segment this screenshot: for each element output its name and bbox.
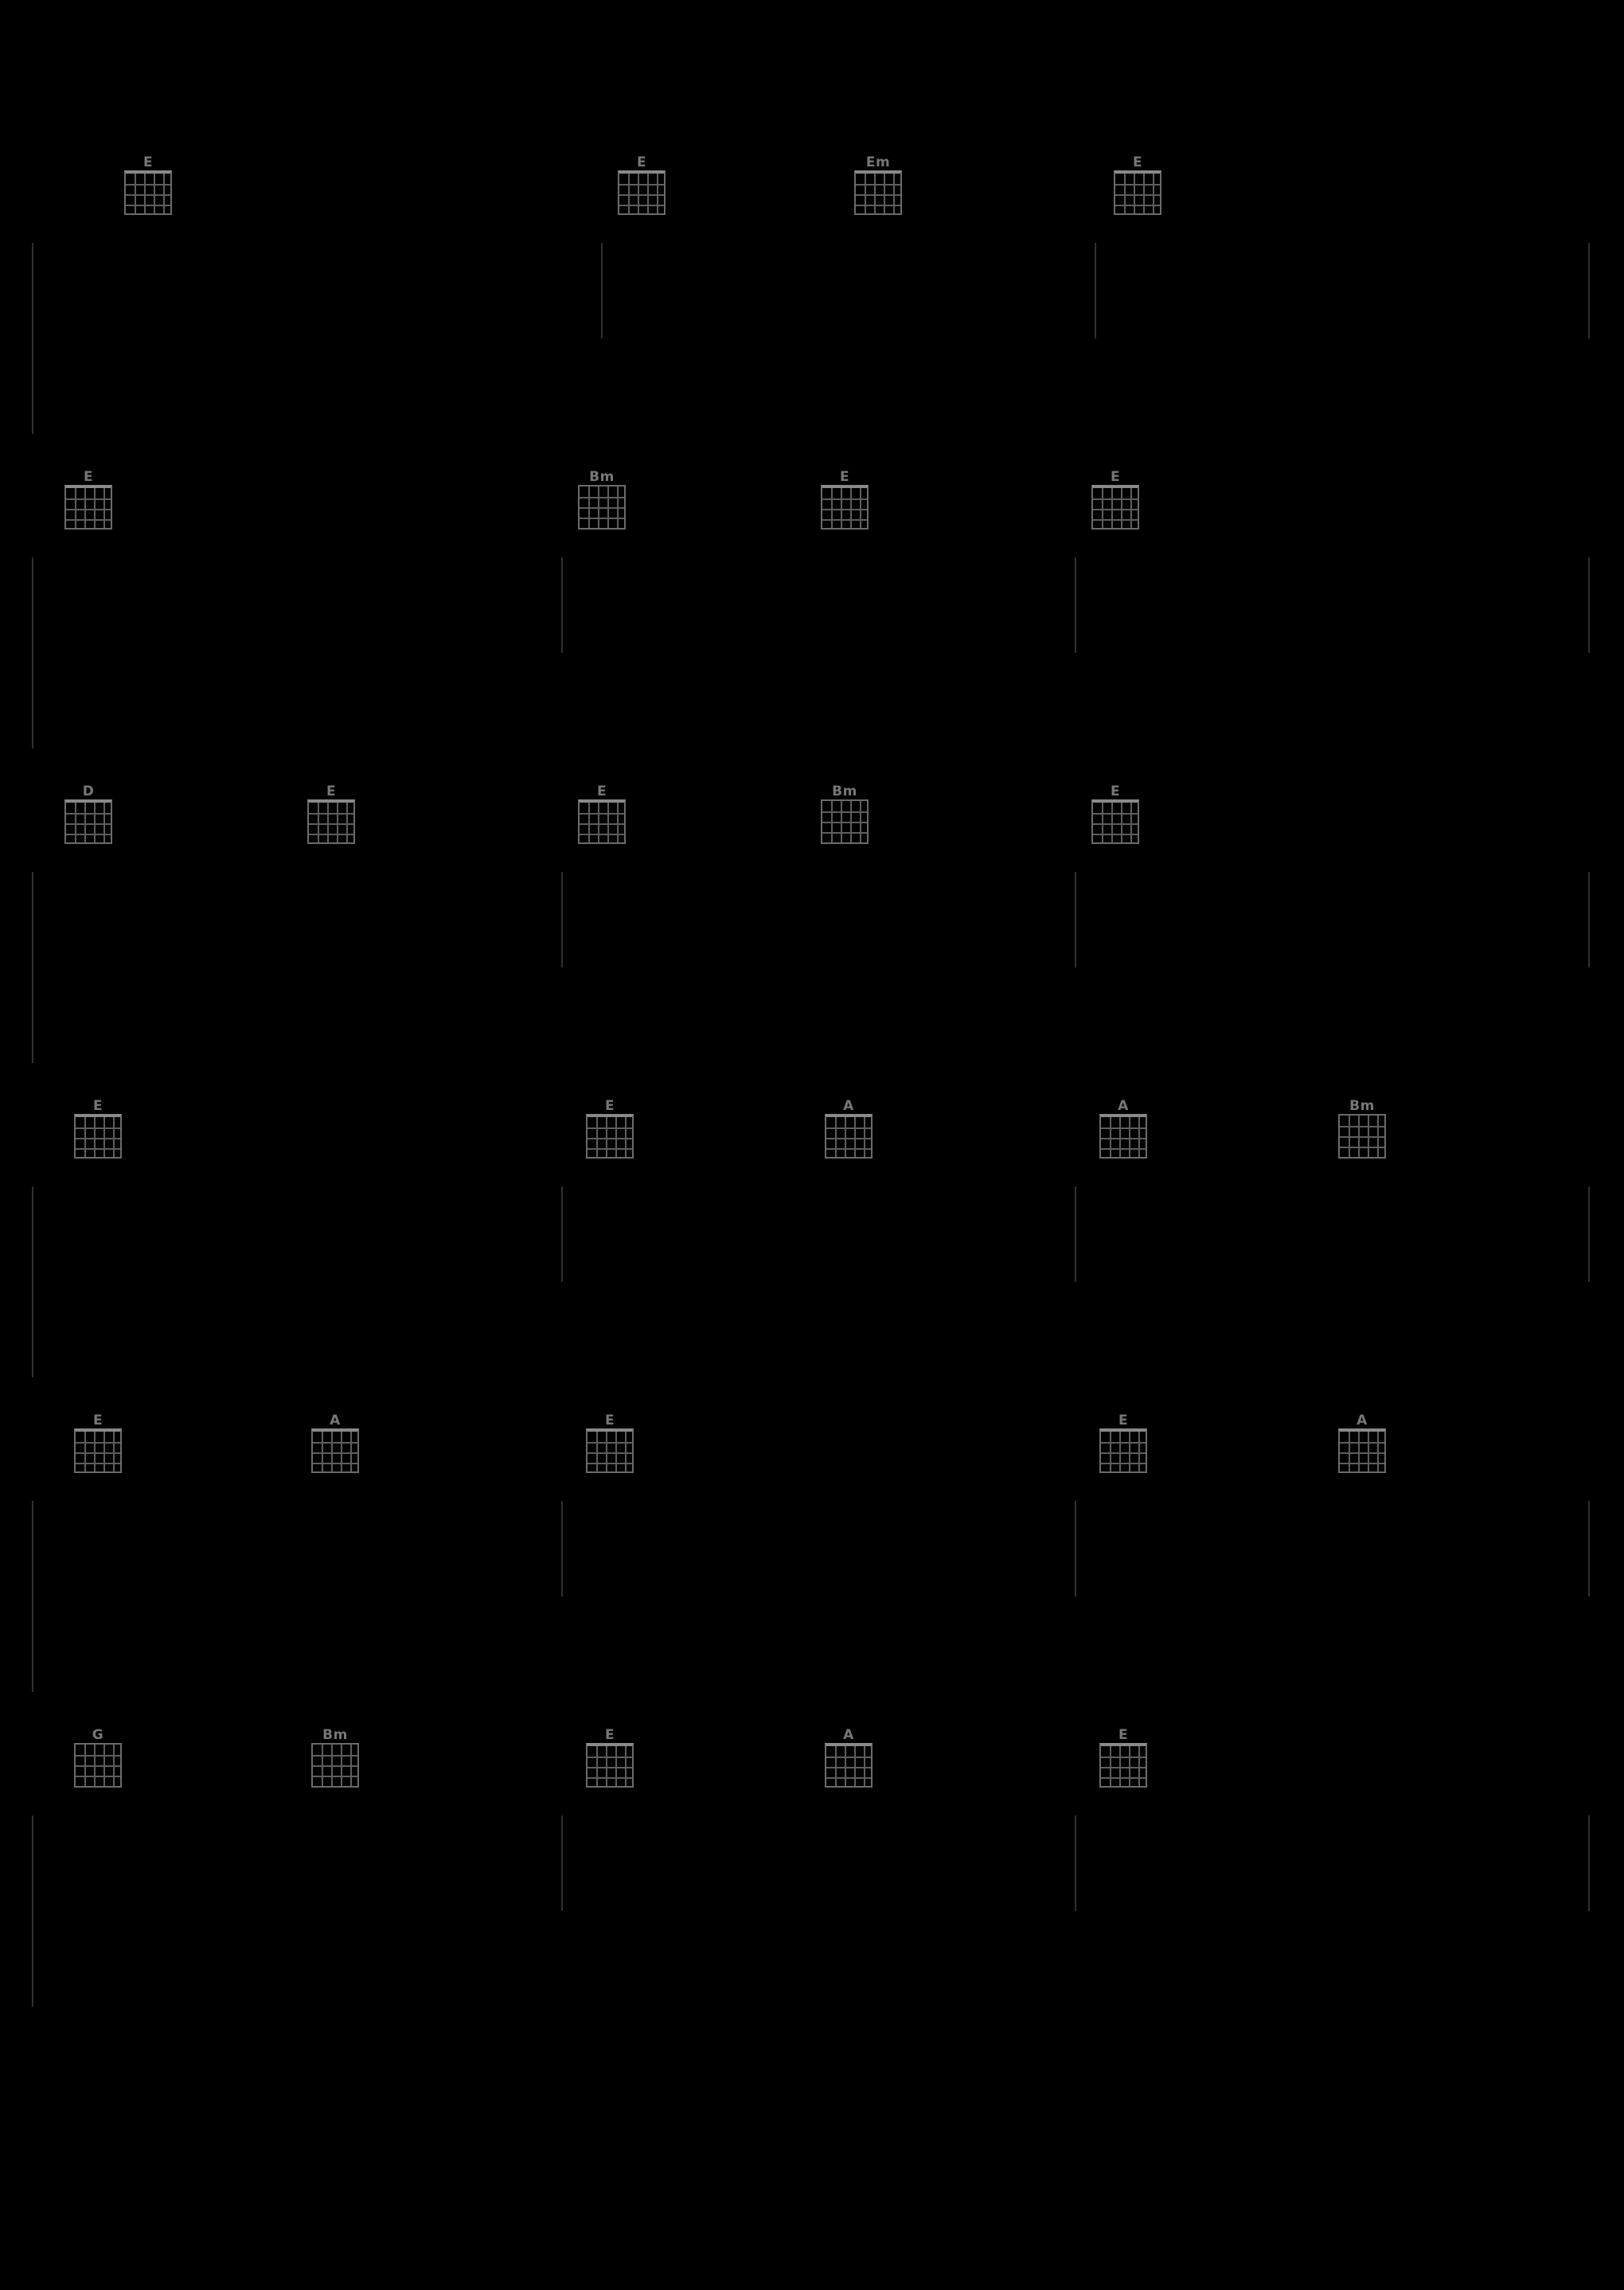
fret-line: [826, 1127, 871, 1129]
string-line: [1110, 1432, 1111, 1471]
chord-name-label: Bm: [589, 469, 615, 485]
chord-name-label: E: [1110, 469, 1121, 485]
string-line: [113, 1432, 115, 1471]
string-line: [94, 803, 96, 842]
barline: [1588, 1186, 1590, 1282]
string-line: [1130, 488, 1132, 528]
string-line: [617, 803, 619, 842]
chord-name-label: E: [604, 1413, 615, 1428]
chord-diagram[interactable]: [585, 1099, 634, 1159]
fret-line: [1093, 834, 1138, 835]
fret-line: [309, 834, 353, 835]
string-line: [596, 1746, 598, 1786]
fret-line: [66, 823, 111, 825]
fret-line: [66, 509, 111, 510]
string-line: [596, 1432, 598, 1471]
chord-diagram-grid: [586, 1114, 634, 1159]
string-line: [144, 174, 146, 213]
chord-diagram-grid: [1091, 485, 1139, 530]
barline: [32, 557, 33, 748]
string-line: [1119, 1432, 1121, 1471]
string-line: [154, 174, 155, 213]
chord-diagram[interactable]: [577, 784, 627, 844]
chord-name-label: E: [1118, 1727, 1129, 1743]
string-line: [318, 803, 319, 842]
fret-line: [66, 813, 111, 815]
string-line: [638, 174, 639, 213]
fret-line: [309, 813, 353, 815]
chord-diagram-grid: [586, 1743, 634, 1788]
fret-line: [822, 822, 867, 823]
barline: [32, 1186, 33, 1378]
chord-diagram[interactable]: [820, 470, 869, 530]
string-line: [607, 803, 609, 842]
chord-diagram-grid: [1099, 1743, 1147, 1788]
chord-name-label: E: [604, 1727, 615, 1743]
barline: [1075, 557, 1076, 653]
string-line: [135, 174, 136, 213]
fret-line: [66, 498, 111, 500]
chord-name-label: E: [92, 1098, 103, 1114]
fret-line: [826, 1777, 871, 1779]
string-line: [625, 1432, 627, 1471]
fret-line: [1340, 1136, 1384, 1138]
chord-name-label: E: [83, 469, 94, 485]
chord-diagram-grid: [74, 1114, 122, 1159]
chord-name-label: E: [326, 784, 337, 799]
fret-line: [76, 1452, 120, 1454]
string-line: [845, 1746, 846, 1786]
chord-diagram[interactable]: [820, 784, 869, 844]
barline: [1588, 872, 1590, 967]
chord-diagram-grid: [1114, 170, 1161, 215]
string-line: [657, 174, 658, 213]
fret-line: [580, 823, 624, 825]
fret-line: [1340, 1463, 1384, 1464]
fret-line: [1101, 1452, 1146, 1454]
chord-diagram-grid: [64, 485, 112, 530]
fret-line: [1101, 1463, 1146, 1464]
fret-line: [822, 811, 867, 813]
string-line: [850, 488, 852, 528]
fret-line: [1101, 1767, 1146, 1768]
string-line: [893, 174, 895, 213]
barline: [1095, 243, 1096, 338]
fret-line: [1340, 1452, 1384, 1454]
string-line: [75, 488, 76, 528]
chord-diagram-grid: [1099, 1428, 1147, 1473]
fret-line: [1340, 1147, 1384, 1148]
string-line: [94, 1117, 96, 1157]
string-line: [1138, 1746, 1140, 1786]
fret-line: [66, 519, 111, 521]
string-line: [103, 1117, 105, 1157]
chord-diagram[interactable]: [1337, 1099, 1387, 1159]
chord-diagram[interactable]: [617, 155, 666, 215]
chord-diagram[interactable]: [585, 1413, 634, 1473]
string-line: [1134, 174, 1135, 213]
chord-name-label: E: [636, 154, 647, 170]
fret-line: [1101, 1138, 1146, 1139]
chord-name-label: E: [92, 1413, 103, 1428]
chord-name-label: Bm: [322, 1727, 348, 1743]
fret-line: [76, 1755, 120, 1757]
fret-line: [1101, 1148, 1146, 1150]
fret-line: [856, 205, 900, 206]
fret-line: [1093, 519, 1138, 521]
fret-line: [76, 1765, 120, 1767]
string-line: [1143, 174, 1145, 213]
fret-line: [588, 1777, 632, 1779]
chord-diagram-grid: [311, 1428, 359, 1473]
string-line: [1153, 174, 1154, 213]
fret-line: [588, 1127, 632, 1129]
chord-name-label: E: [604, 1098, 615, 1114]
barline: [32, 243, 33, 434]
chord-diagram-grid: [64, 799, 112, 844]
chord-name-label: E: [596, 784, 607, 799]
fret-line: [588, 1767, 632, 1768]
string-line: [835, 1746, 837, 1786]
string-line: [647, 174, 649, 213]
chord-diagram-grid: [1338, 1114, 1386, 1159]
chord-diagram-grid: [618, 170, 666, 215]
barline: [561, 1186, 563, 1282]
chord-name-label: E: [1132, 154, 1143, 170]
chord-diagram-grid: [1338, 1428, 1386, 1473]
fret-line: [1340, 1442, 1384, 1444]
fret-line: [1093, 823, 1138, 825]
fret-line: [822, 498, 867, 500]
string-line: [75, 803, 76, 842]
string-line: [588, 803, 590, 842]
chord-name-label: E: [839, 469, 850, 485]
string-line: [113, 1117, 115, 1157]
chord-diagram[interactable]: [310, 1413, 360, 1473]
string-line: [84, 1117, 86, 1157]
string-line: [103, 488, 105, 528]
fret-line: [126, 205, 170, 206]
fret-line: [1101, 1127, 1146, 1129]
chord-diagram[interactable]: [585, 1728, 634, 1788]
string-line: [841, 488, 842, 528]
string-line: [615, 1746, 617, 1786]
string-line: [346, 803, 348, 842]
string-line: [84, 488, 86, 528]
chord-name-label: Em: [865, 154, 891, 170]
chord-diagram[interactable]: [64, 784, 113, 844]
fret-line: [76, 1127, 120, 1129]
string-line: [1129, 1432, 1130, 1471]
string-line: [103, 1432, 105, 1471]
chord-diagram-grid: [578, 799, 626, 844]
fret-line: [822, 509, 867, 510]
fret-line: [826, 1138, 871, 1139]
fret-line: [1340, 1126, 1384, 1127]
chord-name-label: Bm: [832, 784, 857, 799]
string-line: [860, 488, 861, 528]
fret-line: [313, 1452, 357, 1454]
chord-name-label: A: [843, 1727, 854, 1743]
string-line: [845, 1117, 846, 1157]
chord-name-label: E: [1118, 1413, 1129, 1428]
fret-line: [126, 194, 170, 196]
chord-name-label: A: [330, 1413, 341, 1428]
string-line: [322, 1432, 323, 1471]
string-line: [615, 1117, 617, 1157]
string-line: [1111, 488, 1113, 528]
string-line: [1121, 488, 1122, 528]
fret-line: [588, 1463, 632, 1464]
fret-line: [1115, 194, 1160, 196]
fret-line: [313, 1463, 357, 1464]
chord-diagram[interactable]: [1099, 1728, 1148, 1788]
fret-line: [1101, 1757, 1146, 1758]
fret-line: [588, 1138, 632, 1139]
fret-line: [826, 1148, 871, 1150]
chord-diagram[interactable]: [64, 470, 113, 530]
chord-diagram[interactable]: [73, 1099, 123, 1159]
string-line: [1129, 1117, 1130, 1157]
string-line: [625, 1746, 627, 1786]
barline: [561, 1815, 563, 1911]
fret-line: [126, 184, 170, 186]
fret-line: [313, 1755, 357, 1757]
chord-diagram[interactable]: [1113, 155, 1162, 215]
fret-line: [313, 1776, 357, 1777]
string-line: [854, 1746, 856, 1786]
string-line: [598, 803, 599, 842]
fret-line: [1101, 1777, 1146, 1779]
chord-name-label: A: [1118, 1098, 1129, 1114]
fret-line: [856, 194, 900, 196]
string-line: [341, 1432, 342, 1471]
string-line: [1377, 1432, 1379, 1471]
chord-diagram-grid: [825, 1743, 873, 1788]
chord-name-label: D: [82, 784, 95, 799]
fret-line: [619, 194, 664, 196]
string-line: [874, 174, 876, 213]
fret-line: [76, 1463, 120, 1464]
chord-diagram[interactable]: [577, 470, 627, 530]
barline: [32, 872, 33, 1063]
chord-diagram[interactable]: [853, 155, 903, 215]
string-line: [864, 1746, 865, 1786]
fret-line: [588, 1757, 632, 1758]
string-line: [94, 1432, 96, 1471]
string-line: [1358, 1432, 1360, 1471]
string-line: [1102, 488, 1103, 528]
fret-line: [619, 184, 664, 186]
string-line: [606, 1746, 607, 1786]
string-line: [1119, 1746, 1121, 1786]
barline: [561, 872, 563, 967]
chord-diagram-grid: [578, 485, 626, 530]
fret-line: [826, 1767, 871, 1768]
barline: [601, 243, 603, 338]
chord-diagram[interactable]: [306, 784, 356, 844]
string-line: [865, 174, 866, 213]
chord-diagram[interactable]: [1099, 1099, 1148, 1159]
fret-line: [1093, 813, 1138, 815]
chord-name-label: A: [1357, 1413, 1368, 1428]
string-line: [1349, 1432, 1350, 1471]
fret-line: [313, 1765, 357, 1767]
barline: [1588, 1501, 1590, 1596]
chord-diagram-grid: [74, 1743, 122, 1788]
chord-diagram-grid: [821, 485, 869, 530]
fret-line: [1115, 205, 1160, 206]
barline: [561, 1501, 563, 1596]
fret-line: [826, 1757, 871, 1758]
string-line: [337, 803, 338, 842]
fret-line: [822, 832, 867, 834]
chord-diagram-grid: [821, 799, 869, 844]
chord-diagram[interactable]: [310, 1728, 360, 1788]
barline: [32, 1501, 33, 1692]
chord-diagram[interactable]: [824, 1728, 873, 1788]
string-line: [350, 1432, 352, 1471]
fret-line: [76, 1442, 120, 1444]
chord-name-label: E: [142, 154, 154, 170]
chord-diagram-grid: [1091, 799, 1139, 844]
fret-line: [1093, 498, 1138, 500]
chord-diagram-grid: [854, 170, 902, 215]
barline: [1075, 1186, 1076, 1282]
chord-diagram[interactable]: [1091, 470, 1140, 530]
string-line: [606, 1432, 607, 1471]
fret-line: [822, 519, 867, 521]
string-line: [163, 174, 165, 213]
string-line: [1368, 1432, 1369, 1471]
string-line: [1110, 1746, 1111, 1786]
chord-diagram[interactable]: [824, 1099, 873, 1159]
barline: [1588, 1815, 1590, 1911]
fret-line: [76, 1138, 120, 1139]
string-line: [596, 1117, 598, 1157]
string-line: [1119, 1117, 1121, 1157]
fret-line: [580, 518, 624, 519]
chord-diagram[interactable]: [73, 1728, 123, 1788]
fret-line: [588, 1148, 632, 1150]
string-line: [1138, 1432, 1140, 1471]
fret-line: [313, 1442, 357, 1444]
chord-diagram[interactable]: [1337, 1413, 1387, 1473]
chord-diagram[interactable]: [73, 1413, 123, 1473]
fret-line: [588, 1442, 632, 1444]
barline: [1075, 1501, 1076, 1596]
fret-line: [76, 1776, 120, 1777]
string-line: [864, 1117, 865, 1157]
chord-diagram-grid: [307, 799, 355, 844]
string-line: [331, 1432, 333, 1471]
chord-name-label: G: [92, 1727, 104, 1743]
string-line: [1110, 1117, 1111, 1157]
string-line: [1124, 174, 1126, 213]
string-line: [625, 1117, 627, 1157]
string-line: [84, 803, 86, 842]
barline: [1075, 872, 1076, 967]
chord-diagram-grid: [586, 1428, 634, 1473]
barline: [32, 1815, 33, 2007]
string-line: [1130, 803, 1132, 842]
string-line: [835, 1117, 837, 1157]
fret-line: [1093, 509, 1138, 510]
string-line: [84, 1432, 86, 1471]
chord-diagram-grid: [825, 1114, 873, 1159]
string-line: [103, 803, 105, 842]
chord-name-label: E: [1110, 784, 1121, 799]
fret-line: [580, 497, 624, 498]
barline: [1588, 243, 1590, 338]
string-line: [94, 488, 96, 528]
chord-name-label: Bm: [1349, 1098, 1375, 1114]
chord-diagram-grid: [124, 170, 172, 215]
chord-diagram[interactable]: [1099, 1413, 1148, 1473]
barline: [1075, 1815, 1076, 1911]
string-line: [1121, 803, 1122, 842]
fret-line: [76, 1148, 120, 1150]
chord-name-label: A: [843, 1098, 854, 1114]
string-line: [615, 1432, 617, 1471]
fret-line: [580, 813, 624, 815]
string-line: [628, 174, 630, 213]
fret-line: [856, 184, 900, 186]
string-line: [606, 1117, 607, 1157]
string-line: [854, 1117, 856, 1157]
fret-line: [1115, 184, 1160, 186]
string-line: [884, 174, 885, 213]
string-line: [1111, 803, 1113, 842]
chord-diagram-grid: [1099, 1114, 1147, 1159]
fret-line: [1101, 1442, 1146, 1444]
fret-line: [580, 507, 624, 509]
fret-line: [619, 205, 664, 206]
chord-diagram[interactable]: [123, 155, 173, 215]
fret-line: [309, 823, 353, 825]
string-line: [1138, 1117, 1140, 1157]
chord-diagram[interactable]: [1091, 784, 1140, 844]
chord-diagram-grid: [311, 1743, 359, 1788]
string-line: [327, 803, 329, 842]
barline: [1588, 557, 1590, 653]
string-line: [1129, 1746, 1130, 1786]
fret-line: [66, 834, 111, 835]
barline: [561, 557, 563, 653]
fret-line: [588, 1452, 632, 1454]
fret-line: [580, 834, 624, 835]
string-line: [1102, 803, 1103, 842]
chord-diagram-grid: [74, 1428, 122, 1473]
string-line: [831, 488, 833, 528]
